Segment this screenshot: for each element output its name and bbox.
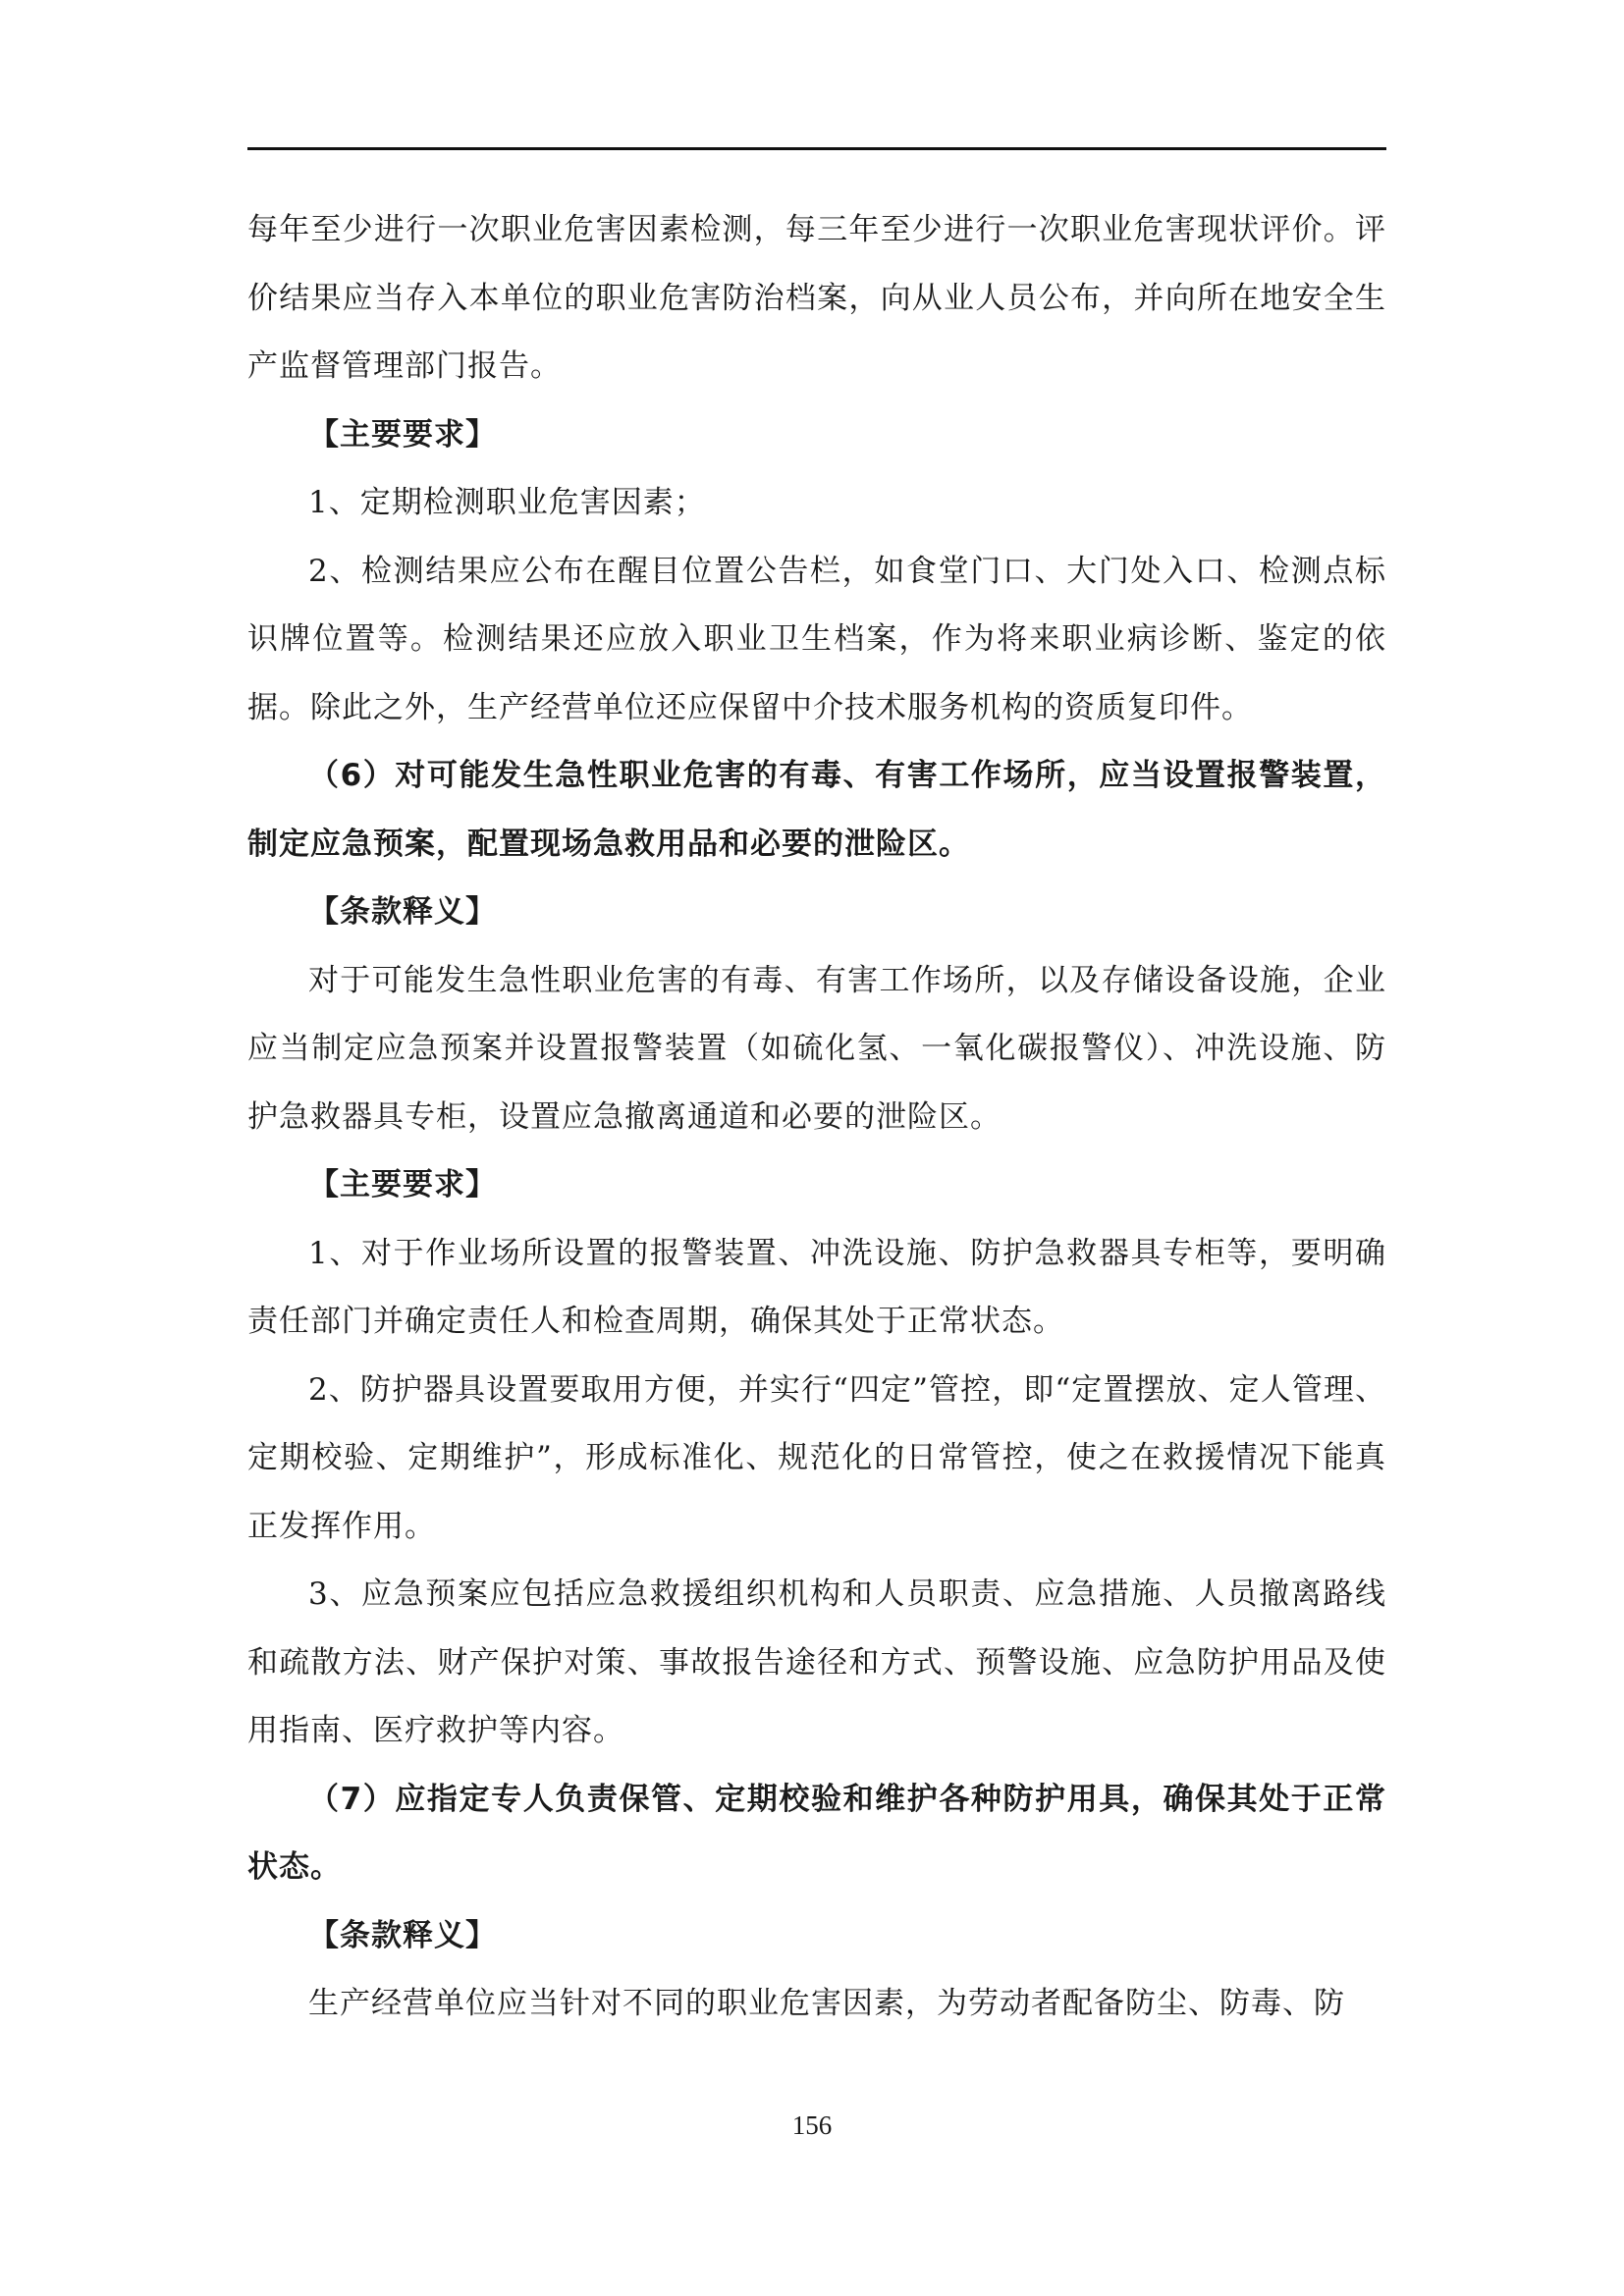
section-heading-main-requirements-2: 【主要要求】 [308,1167,497,1202]
interpretation-paragraph-2: 生产经营单位应当针对不同的职业危害因素，为劳动者配备防尘、防毒、防 [308,1986,1345,2021]
section-heading-clause-interpretation: 【条款释义】 [308,894,497,930]
requirement-item-2b: 2、防护器具设置要取用方便，并实行“四定”管控，即“定置摆放、定人管理、定期校验、定期维护”，形成标准化、规范化的日常管控，使之在救援情况下能真正发挥作用。 [247,1371,1386,1544]
requirement-item-1: 1、定期检测职业危害因素； [308,485,706,520]
requirement-item-3b: 3、应急预案应包括应急救援组织机构和人员职责、应急措施、人员撤离路线和疏散方法、财产保护对策、事故报告途径和方式、预警设施、应急防护用品及使用指南、医疗救护等内容。 [247,1576,1386,1748]
header-rule [247,147,1386,150]
clause-7: （7）应指定专人负责保管、定期校验和维护各种防护用具，确保其处于正常状态。 [247,1781,1386,1885]
clause-6: （6）对可能发生急性职业危害的有毒、有害工作场所，应当设置报警装置，制定应急预案，配置现场急救用品和必要的泄险区。 [247,758,1386,862]
section-heading-main-requirements: 【主要要求】 [308,416,497,453]
interpretation-paragraph: 对于可能发生急性职业危害的有毒、有害工作场所，以及存储设备设施，企业应当制定应急预案并设置报警装置（如硫化氢、一氧化碳报警仪）、冲洗设施、防护急救器具专柜，设置应急撤离通道和必要的泄险区。 [247,962,1386,1135]
document-body [247,196,1386,2039]
section-heading-clause-interpretation-2: 【条款释义】 [308,1917,497,1953]
paragraph-continuation: 每年至少进行一次职业危害因素检测，每三年至少进行一次职业危害现状评价。评价结果应当存入本单位的职业危害防治档案，向从业人员公布，并向所在地安全生产监督管理部门报告。 [247,212,1386,384]
requirement-item-1b: 1、对于作业场所设置的报警装置、冲洗设施、防护急救器具专柜等，要明确责任部门并确定责任人和检查周期，确保其处于正常状态。 [247,1235,1386,1339]
page-number: 156 [791,2110,833,2140]
requirement-item-2: 2、检测结果应公布在醒目位置公告栏，如食堂门口、大门处入口、检测点标识牌位置等。检测结果还应放入职业卫生档案，作为将来职业病诊断、鉴定的依据。除此之外，生产经营单位还应保留中介技术服务机构的资质复印件。 [247,553,1386,725]
